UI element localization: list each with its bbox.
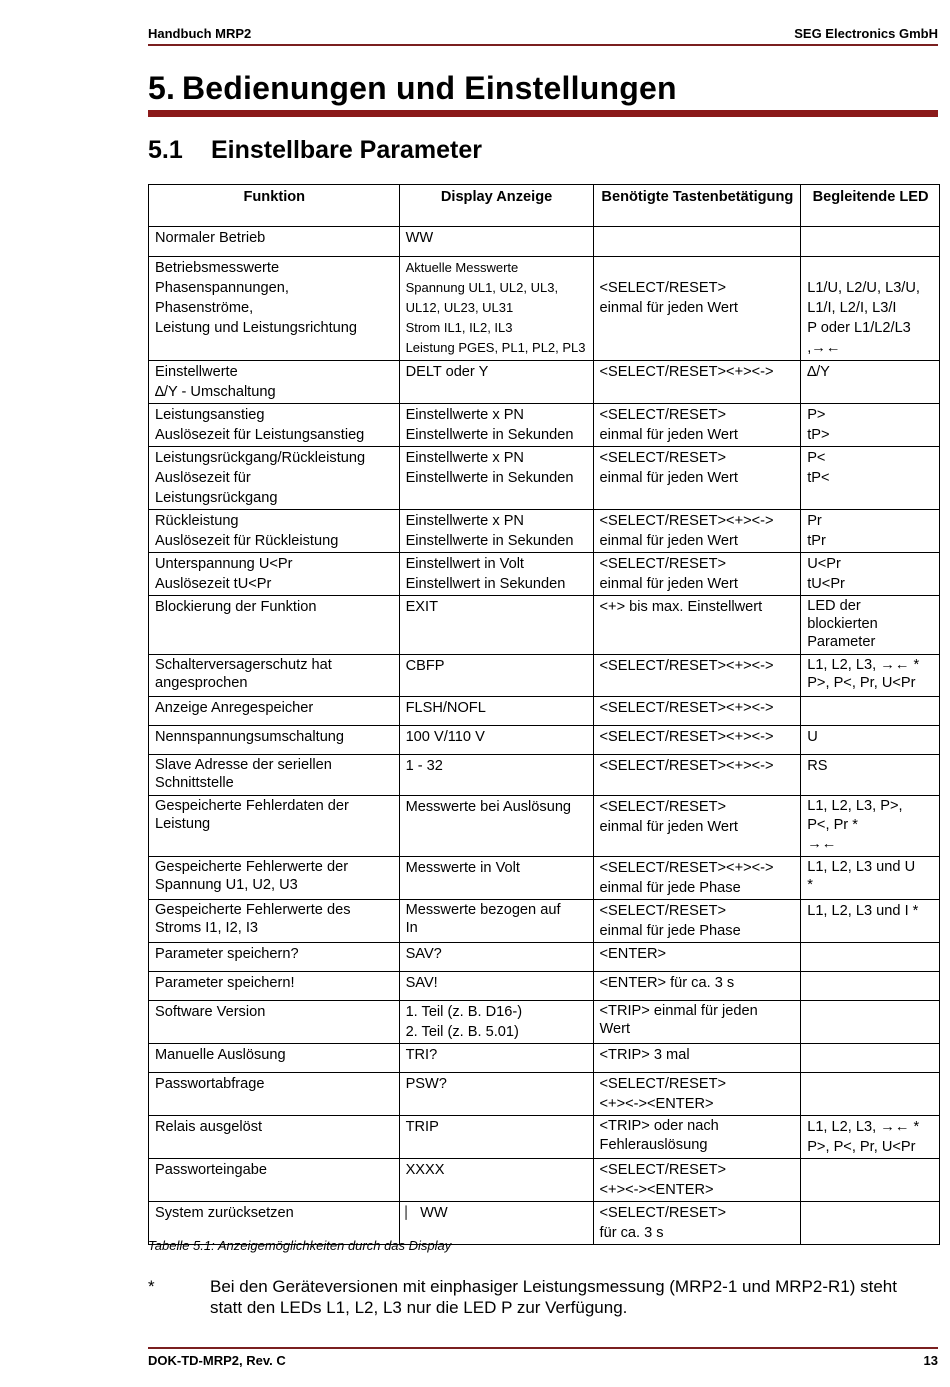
cell-led — [801, 553, 940, 596]
cell-display: 100 V/110 V — [399, 726, 593, 755]
cell-line: einmal für jeden Wert — [599, 533, 738, 549]
table-header-row — [149, 185, 940, 227]
cell-line: P<, Pr * — [807, 817, 858, 833]
table-row — [149, 1044, 940, 1073]
cell-display: TRI? — [399, 1044, 593, 1073]
cell-line: Leistung PGES, PL1, PL2, PL3 — [405, 340, 586, 355]
cell-line: P>, P<, Pr, U<Pr — [807, 675, 916, 691]
cell-funktion — [149, 655, 400, 697]
footnote-marker: * — [148, 1277, 155, 1296]
cell-led: RS — [801, 755, 940, 796]
table-caption: Tabelle 5.1: Anzeigemöglichkeiten durch das Display — [148, 1238, 452, 1253]
cell-line: einmal für jeden Wert — [599, 300, 738, 316]
footnote-text: Bei den Geräteversionen mit einphasiger Leistungsmessung (MRP2-1 und MRP2-R1) steht statt den LEDs L1, L2, L3 nur die LED P zur Verfügung. — [210, 1277, 897, 1317]
cell-tasten — [593, 1202, 801, 1245]
cell-tasten — [593, 553, 801, 596]
cell-line: Fehlerauslösung — [599, 1137, 708, 1153]
cell-line: Einstellwerte x PN — [405, 513, 524, 529]
page-number: 13 — [923, 1353, 938, 1368]
cell-line: Messwerte bezogen auf — [405, 902, 561, 918]
cell-tasten — [593, 447, 801, 510]
header-manual-title: Handbuch MRP2 — [148, 26, 252, 41]
cell-led — [801, 943, 940, 972]
table-row — [149, 857, 940, 900]
cell-tasten — [593, 857, 801, 900]
table-row — [149, 257, 940, 361]
cell-display: DELT oder Y — [399, 361, 593, 404]
cell-line: U<Pr — [807, 556, 841, 572]
cell-line: Schnittstelle — [155, 775, 234, 791]
cell-line: Wert — [599, 1021, 631, 1037]
cell-led — [801, 857, 940, 900]
cell-line: <TRIP> einmal für jeden — [599, 1003, 758, 1019]
cell-line: <SELECT/RESET> — [599, 1076, 727, 1092]
cell-line: Auslösezeit für Leistungsanstieg — [155, 427, 365, 443]
cell-line: Pr — [807, 513, 822, 529]
table-row — [149, 404, 940, 447]
table-row — [149, 1159, 940, 1202]
cell-line: Rückleistung — [155, 513, 239, 529]
table-row — [149, 655, 940, 697]
cell-line: einmal für jeden Wert — [599, 427, 738, 443]
table-row — [149, 796, 940, 857]
table-row — [149, 1073, 940, 1116]
cell-led — [801, 1044, 940, 1073]
cell-line: Stroms I1, I2, I3 — [155, 920, 259, 936]
cell-line: <SELECT/RESET> — [599, 556, 727, 572]
cell-line: tP< — [807, 470, 830, 486]
cell-line: <SELECT/RESET> — [599, 1162, 727, 1178]
cell-funktion — [149, 361, 400, 404]
cell-led — [801, 1159, 940, 1202]
cell-led: ∆/Y — [801, 361, 940, 404]
cell-line: L1, L2, L3 und U — [807, 859, 916, 875]
section-title: Einstellbare Parameter — [211, 136, 482, 164]
cell-line: Gespeicherte Fehlerdaten der — [155, 798, 349, 814]
cell-display: Messwerte in Volt — [399, 857, 593, 900]
cell-funktion: Normaler Betrieb — [149, 227, 400, 257]
cell-line: Phasenströme, — [155, 300, 254, 316]
cell-funktion: Software Version — [149, 1001, 400, 1044]
cell-tasten: <TRIP> 3 mal — [593, 1044, 801, 1073]
cell-line: <+><-><ENTER> — [599, 1182, 714, 1198]
table-row — [149, 553, 940, 596]
cell-tasten — [593, 1001, 801, 1044]
cell-funktion — [149, 510, 400, 553]
page-footer — [148, 1353, 938, 1369]
cell-tasten — [593, 1159, 801, 1202]
cell-display — [399, 510, 593, 553]
cell-led — [801, 257, 940, 361]
cell-line: einmal für jede Phase — [599, 923, 741, 939]
cell-display: ⎸WW — [399, 1202, 593, 1245]
cell-tasten: <ENTER> — [593, 943, 801, 972]
cell-line: <SELECT/RESET><+><-> — [599, 513, 774, 529]
cell-line: UL12, UL23, UL31 — [405, 300, 514, 315]
cell-tasten — [593, 257, 801, 361]
table-row — [149, 755, 940, 796]
table-row — [149, 227, 940, 257]
cell-line: Parameter — [807, 634, 876, 650]
cell-line: 1. Teil (z. B. D16-) — [405, 1004, 523, 1020]
cell-led: L1, L2, L3 und I * — [801, 900, 940, 943]
cell-funktion: Parameter speichern? — [149, 943, 400, 972]
cell-line: <TRIP> oder nach — [599, 1118, 719, 1134]
cell-led — [801, 1116, 940, 1159]
cell-led: U — [801, 726, 940, 755]
cell-line: * — [807, 877, 813, 893]
cell-line: <SELECT/RESET><+><-> — [599, 860, 774, 876]
cell-line: einmal für jeden Wert — [599, 819, 738, 835]
cell-funktion: Manuelle Auslösung — [149, 1044, 400, 1073]
cell-line: <SELECT/RESET> — [599, 799, 727, 815]
cell-led — [801, 447, 940, 510]
table-row — [149, 943, 940, 972]
cell-line: tP> — [807, 427, 830, 443]
cell-line: ,→← — [807, 340, 841, 356]
cell-display — [399, 1001, 593, 1044]
section-heading — [148, 136, 482, 165]
cell-display: WW — [399, 227, 593, 257]
cell-line: Schalterversagerschutz hat — [155, 657, 332, 673]
cell-line: Leistungsrückgang/Rückleistung — [155, 450, 366, 466]
cell-display — [399, 404, 593, 447]
header-company: SEG Electronics GmbH — [794, 26, 938, 41]
cell-display — [399, 447, 593, 510]
column-header-led: Begleitende LED — [801, 185, 940, 227]
cell-line: Auslösezeit für Rückleistung — [155, 533, 339, 549]
cell-line: tU<Pr — [807, 576, 845, 592]
cell-line: P> — [807, 407, 826, 423]
parameter-table — [148, 184, 940, 1245]
cell-line: Gespeicherte Fehlerwerte der — [155, 859, 349, 875]
cell-funktion: Nennspannungsumschaltung — [149, 726, 400, 755]
column-header-funktion: Funktion — [149, 185, 400, 227]
cell-line: einmal für jede Phase — [599, 880, 741, 896]
cell-display: XXXX — [399, 1159, 593, 1202]
cell-line: Auslösezeit tU<Pr — [155, 576, 272, 592]
cell-tasten: <SELECT/RESET><+><-> — [593, 655, 801, 697]
table-row — [149, 361, 940, 404]
cell-display — [399, 553, 593, 596]
cell-line: P oder L1/L2/L3 — [807, 320, 911, 336]
cell-led — [801, 596, 940, 655]
cell-tasten — [593, 1073, 801, 1116]
chapter-number: 5. — [148, 70, 176, 106]
cell-funktion: Relais ausgelöst — [149, 1116, 400, 1159]
cell-line: tPr — [807, 533, 826, 549]
cell-funktion — [149, 857, 400, 900]
cell-tasten — [593, 900, 801, 943]
cell-line: Betriebsmesswerte — [155, 260, 280, 276]
cell-funktion — [149, 755, 400, 796]
cell-tasten: <SELECT/RESET><+><-> — [593, 697, 801, 726]
cell-led — [801, 510, 940, 553]
cell-line: Unterspannung U<Pr — [155, 556, 293, 572]
cell-line: Einstellwerte in Sekunden — [405, 533, 574, 549]
cell-display: PSW? — [399, 1073, 593, 1116]
cell-funktion: System zurücksetzen — [149, 1202, 400, 1245]
cell-funktion — [149, 257, 400, 361]
cell-tasten — [593, 227, 801, 257]
cell-line: Spannung UL1, UL2, UL3, — [405, 280, 559, 295]
cell-led — [801, 1073, 940, 1116]
cell-line: Einstellwert in Volt — [405, 556, 524, 572]
cell-led — [801, 655, 940, 697]
table-row — [149, 900, 940, 943]
cell-line: für ca. 3 s — [599, 1225, 664, 1241]
cell-line: L1, L2, L3, P>, — [807, 798, 903, 814]
cell-line: Strom IL1, IL2, IL3 — [405, 320, 513, 335]
cell-line: Gespeicherte Fehlerwerte des — [155, 902, 351, 918]
cell-line: <SELECT/RESET> — [599, 450, 727, 466]
cell-line: 2. Teil (z. B. 5.01) — [405, 1024, 519, 1040]
cell-line: Aktuelle Messwerte — [405, 260, 519, 275]
cell-tasten: <SELECT/RESET><+><-> — [593, 755, 801, 796]
column-header-display: Display Anzeige — [399, 185, 593, 227]
cell-line: <SELECT/RESET> — [599, 903, 727, 919]
cell-display — [399, 257, 593, 361]
cell-line: Leistungsanstieg — [155, 407, 265, 423]
table-row — [149, 510, 940, 553]
cell-display — [399, 900, 593, 943]
cell-line: Slave Adresse der seriellen — [155, 757, 332, 773]
cell-line: Leistungsrückgang — [155, 490, 278, 506]
cell-funktion: Passwortabfrage — [149, 1073, 400, 1116]
cell-line: Einstellwerte in Sekunden — [405, 470, 574, 486]
cell-funktion — [149, 796, 400, 857]
cell-line: P>, P<, Pr, U<Pr — [807, 1139, 916, 1155]
cell-line: angesprochen — [155, 675, 248, 691]
cell-line: Phasenspannungen, — [155, 280, 289, 296]
table-row — [149, 726, 940, 755]
cell-led — [801, 1001, 940, 1044]
cell-tasten — [593, 404, 801, 447]
cell-line: Einstellwerte in Sekunden — [405, 427, 574, 443]
section-number: 5.1 — [148, 136, 183, 164]
cell-funktion — [149, 553, 400, 596]
table-row — [149, 1001, 940, 1044]
cell-line: einmal für jeden Wert — [599, 576, 738, 592]
table-row — [149, 972, 940, 1001]
header-rule — [148, 44, 938, 46]
cell-funktion: Blockierung der Funktion — [149, 596, 400, 655]
cell-line: →← — [807, 836, 837, 852]
cell-line: Einstellwerte — [155, 364, 238, 380]
cell-line: <SELECT/RESET> — [599, 407, 727, 423]
table-row — [149, 697, 940, 726]
footer-rule — [148, 1347, 938, 1349]
cell-display: Messwerte bei Auslösung — [399, 796, 593, 857]
cell-led — [801, 796, 940, 857]
column-header-tasten: Benötigte Tastenbetätigung — [593, 185, 801, 227]
cell-line: L1/U, L2/U, L3/U, — [807, 280, 920, 296]
cell-line: Auslösezeit für — [155, 470, 251, 486]
cell-line: L1, L2, L3, →← * — [807, 1119, 920, 1135]
cell-line: L1/I, L2/I, L3/I — [807, 300, 897, 316]
cell-line: Spannung U1, U2, U3 — [155, 877, 298, 893]
cell-display: SAV? — [399, 943, 593, 972]
cell-tasten — [593, 1116, 801, 1159]
cell-line: einmal für jeden Wert — [599, 470, 738, 486]
cell-line: <SELECT/RESET> — [599, 1205, 727, 1221]
cell-led — [801, 972, 940, 1001]
cell-funktion — [149, 900, 400, 943]
cell-funktion — [149, 404, 400, 447]
table-row — [149, 596, 940, 655]
cell-tasten — [593, 796, 801, 857]
cell-led — [801, 227, 940, 257]
cell-led — [801, 404, 940, 447]
cell-line: <+><-><ENTER> — [599, 1096, 714, 1112]
chapter-rule — [148, 110, 938, 117]
cell-display: SAV! — [399, 972, 593, 1001]
cell-line: L1, L2, L3, →← * — [807, 657, 920, 673]
table-row — [149, 447, 940, 510]
cell-funktion: Parameter speichern! — [149, 972, 400, 1001]
cell-tasten — [593, 510, 801, 553]
cell-led — [801, 697, 940, 726]
page-header — [148, 26, 938, 42]
cell-line: P< — [807, 450, 826, 466]
cell-tasten: <SELECT/RESET><+><-> — [593, 726, 801, 755]
cell-line: <SELECT/RESET> — [599, 280, 727, 296]
cell-line: In — [405, 920, 418, 936]
cell-display: EXIT — [399, 596, 593, 655]
chapter-title: Bedienungen und Einstellungen — [182, 70, 677, 106]
cell-line: Leistung — [155, 816, 211, 832]
cell-funktion: Passworteingabe — [149, 1159, 400, 1202]
cell-line: blockierten — [807, 616, 878, 632]
cell-tasten: <+> bis max. Einstellwert — [593, 596, 801, 655]
footer-document-id: DOK-TD-MRP2, Rev. C — [148, 1353, 286, 1368]
cell-line: Einstellwerte x PN — [405, 407, 524, 423]
cell-display: CBFP — [399, 655, 593, 697]
cell-funktion: Anzeige Anregespeicher — [149, 697, 400, 726]
cell-funktion — [149, 447, 400, 510]
cell-line: LED der — [807, 598, 861, 614]
chapter-heading — [148, 70, 677, 107]
cell-display: FLSH/NOFL — [399, 697, 593, 726]
cell-display: TRIP — [399, 1116, 593, 1159]
cell-line: Leistung und Leistungsrichtung — [155, 320, 358, 336]
cell-line: ∆/Y - Umschaltung — [155, 384, 276, 400]
cell-led — [801, 1202, 940, 1245]
cell-tasten: <ENTER> für ca. 3 s — [593, 972, 801, 1001]
cell-tasten: <SELECT/RESET><+><-> — [593, 361, 801, 404]
cell-line: Einstellwerte x PN — [405, 450, 524, 466]
cell-display: 1 - 32 — [399, 755, 593, 796]
cell-line: Einstellwert in Sekunden — [405, 576, 566, 592]
table-row — [149, 1116, 940, 1159]
